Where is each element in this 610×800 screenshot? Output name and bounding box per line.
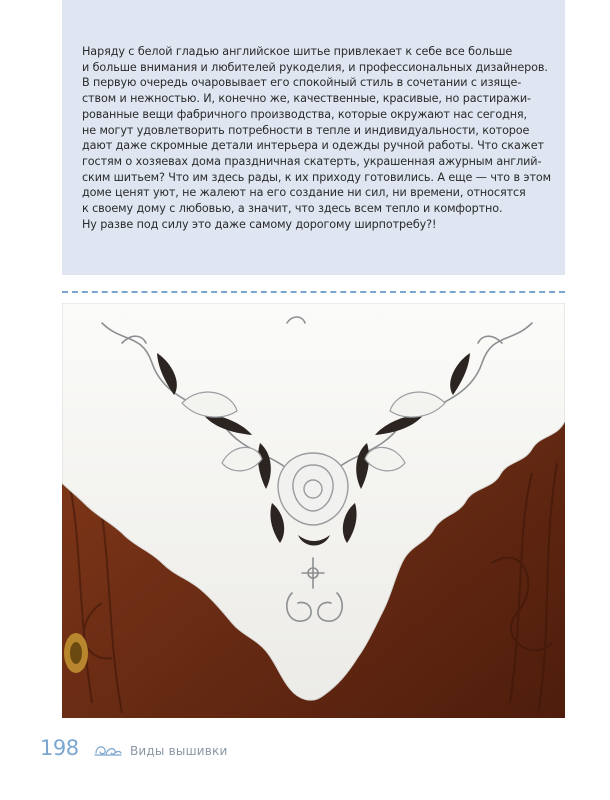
section-title: Виды вышивки <box>130 744 228 758</box>
swirl-ornament-icon <box>93 741 123 763</box>
paragraph-line: В первую очередь очаровывает его спокойный стиль в сочетании с изяще- <box>82 76 522 90</box>
paragraph-line: и больше внимания и любителей рукоделия, и профессиональных дизайнеров. <box>82 60 548 74</box>
embroidered-tablecloth-photo <box>62 303 565 718</box>
text-panel <box>62 0 565 275</box>
paragraph-line: не могут удовлетворить потребности в тепле и индивидуальности, которое <box>82 123 530 137</box>
paragraph-line: рованные вещи фабричного производства, которые окружают нас сегодня, <box>82 107 528 121</box>
paragraph-line: Наряду с белой гладью английское шитье привлекает к себе все больше <box>82 45 513 58</box>
paragraph-line: ством и нежностью. И, конечно же, качественные, красивые, но растиражи- <box>82 92 531 106</box>
brass-hinge <box>64 633 88 673</box>
paragraph-line: доме ценят уют, не жалеют на его создание ни сил, ни времени, относятся <box>82 186 526 200</box>
paragraph-line: ским шитьем? Что им здесь рады, к их приходу готовились. А еще — что в этом <box>82 170 551 184</box>
paragraph-line: Ну разве под силу это даже самому дорогому ширпотребу?! <box>82 217 437 231</box>
page-number: 198 <box>40 736 79 760</box>
paragraph-line: к своему дому с любовью, а значит, что здесь всем тепло и комфортно. <box>82 202 503 216</box>
body-paragraph <box>82 44 552 232</box>
tablecloth-illustration <box>62 303 565 718</box>
paragraph-line: дают даже скромные детали интерьера и одежды ручной работы. Что скажет <box>82 139 544 153</box>
paragraph-line: гостям о хозяевах дома праздничная скатерть, украшенная ажурным англий- <box>82 154 542 168</box>
rose-motif <box>278 453 348 525</box>
dashed-divider <box>62 291 565 293</box>
